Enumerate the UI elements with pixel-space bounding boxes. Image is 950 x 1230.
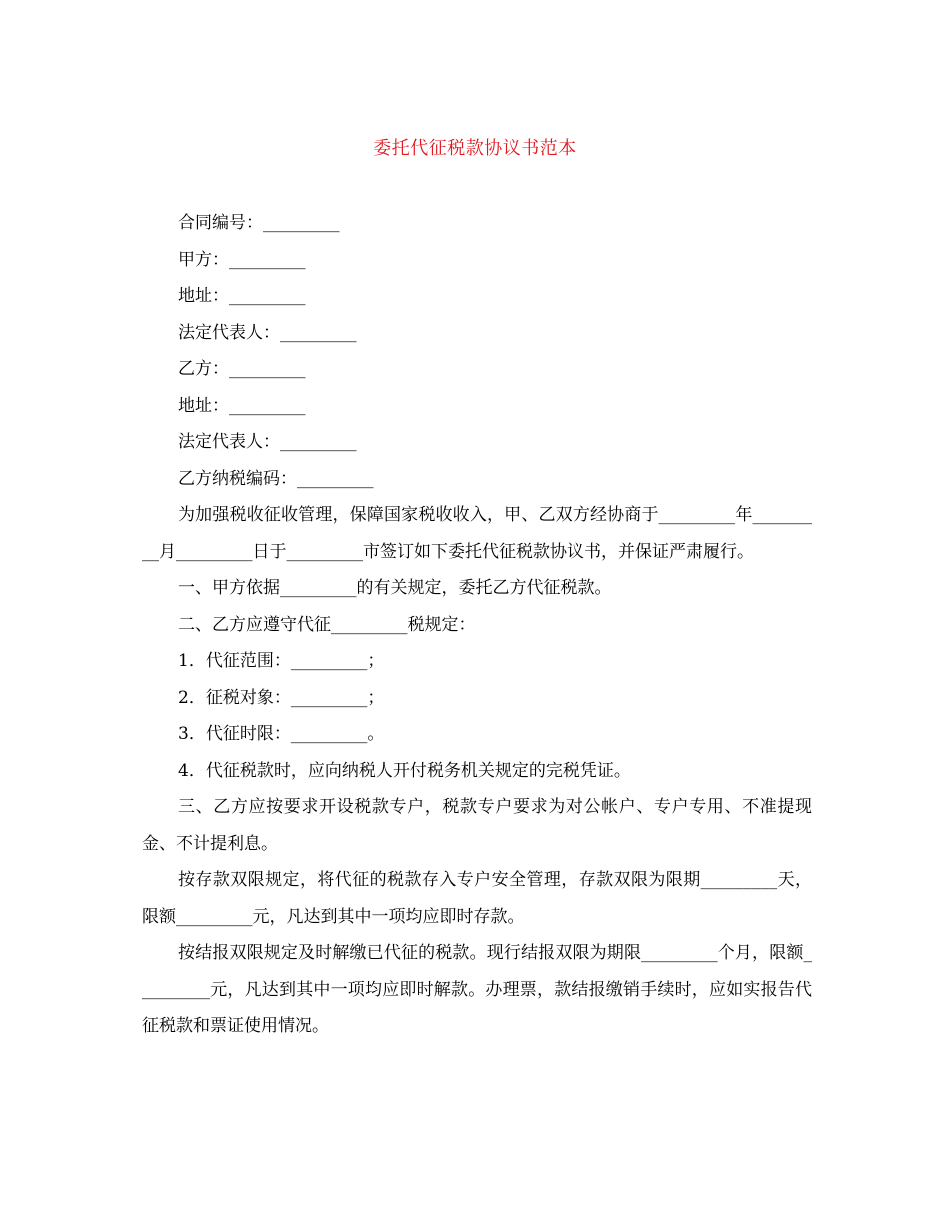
field-party-b-tax-code: 乙方纳税编码：_________	[178, 468, 374, 489]
paragraph-payment-rule: 按结报双限规定及时解缴已代征的税款。现行结报双限为期限_________个月，限额_________元，凡达到其中一项均应即时解款。办理票，款结报缴销手续时，应如实报告代征税款和票证使用情况。	[142, 943, 812, 1036]
field-party-a-representative: 法定代表人：_________	[178, 322, 357, 343]
clause-2-item-4: 4．代征税款时，应向纳税人开付税务机关规定的完税凭证。	[178, 760, 631, 781]
field-party-b-representative: 法定代表人：_________	[178, 432, 357, 452]
document-title: 委托代征税款协议书范本	[373, 138, 577, 159]
clause-2: 二、乙方应遵守代征_________税规定：	[178, 614, 476, 635]
clause-2-item-3: 3．代征时限：_________。	[178, 724, 385, 744]
field-party-a-address: 地址：_________	[178, 286, 306, 306]
clause-2-item-1: 1．代征范围：_________；	[178, 651, 385, 671]
clause-3: 三、乙方应按要求开设税款专户，税款专户要求为对公帐户、专户专用、不准提现金、不计提利息。	[142, 797, 812, 854]
paragraph-deposit-rule: 按存款双限规定，将代征的税款存入专户安全管理，存款双限为限期_________天，限额_________元，凡达到其中一项均应即时存款。	[142, 870, 812, 927]
document-body	[142, 205, 812, 1045]
paragraph-intro: 为加强税收征收管理，保障国家税收收入，甲、乙双方经协商于_________年_________月_________日于_________市签订如下委托代征税款协议书，并保证严肃履行。	[142, 505, 812, 562]
clause-2-item-2: 2．征税对象：_________；	[178, 687, 385, 708]
field-party-b-address: 地址：_________	[178, 395, 306, 416]
field-party-a: 甲方：_________	[178, 249, 306, 270]
field-contract-number: 合同编号：_________	[178, 213, 340, 233]
field-party-b: 乙方：_________	[178, 359, 306, 379]
clause-1: 一、甲方依据_________的有关规定，委托乙方代征税款。	[178, 578, 612, 598]
